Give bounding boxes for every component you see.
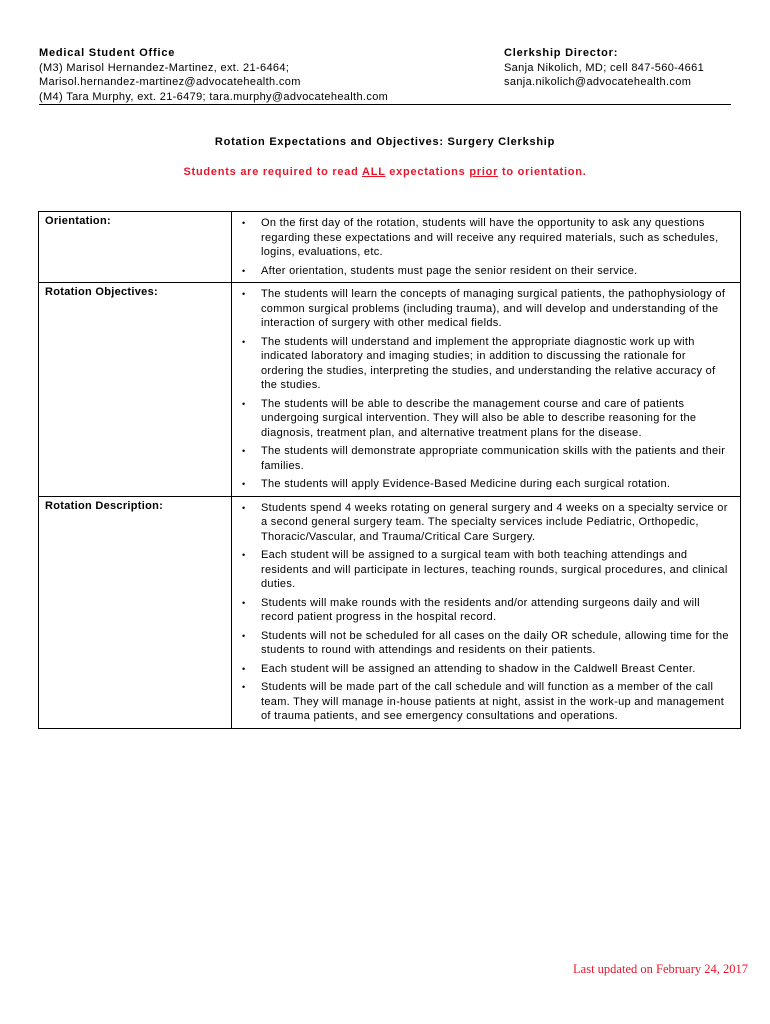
list-item bbox=[242, 444, 730, 473]
list-item bbox=[242, 680, 730, 724]
list-item bbox=[242, 397, 730, 441]
list-item bbox=[242, 501, 730, 545]
office-contact-line: (M4) Tara Murphy, ext. 21-6479; tara.murphy@advocatehealth.com bbox=[39, 90, 389, 103]
bullet-icon: • bbox=[242, 265, 246, 276]
bullet-icon: • bbox=[242, 446, 246, 456]
section-content bbox=[232, 283, 741, 497]
list-item-text: The students will demonstrate appropriate communication skills with the patients and their families. bbox=[261, 445, 726, 472]
notice-emphasis-all: ALL bbox=[362, 166, 386, 178]
bullet-list bbox=[242, 287, 730, 492]
document-title: Rotation Expectations and Objectives: Surgery Clerkship bbox=[214, 136, 556, 148]
bullet-icon: • bbox=[242, 398, 246, 409]
list-item-text: After orientation, students must page the senior resident on their service. bbox=[261, 264, 638, 277]
office-contact-line: (M3) Marisol Hernandez-Martinez, ext. 21-6464; bbox=[39, 61, 290, 74]
list-item bbox=[242, 596, 730, 625]
list-item bbox=[242, 264, 730, 279]
list-item-text: The students will be able to describe the management course and care of patients undergoing surgical intervention. They will also be able to describe reasoning for the diagnosis, treatment plan, and alternative treatment plans for the disease. bbox=[261, 397, 697, 439]
bullet-icon: • bbox=[242, 597, 246, 608]
last-updated-note: Last updated on February 24, 2017 bbox=[573, 962, 748, 976]
section-row-rotation-description bbox=[39, 496, 741, 728]
bullet-icon: • bbox=[242, 663, 246, 674]
notice-emphasis-prior: prior bbox=[469, 166, 499, 178]
section-content bbox=[232, 212, 741, 283]
section-label: Orientation: bbox=[39, 212, 232, 283]
clerkship-director-block bbox=[504, 46, 704, 90]
list-item-text: Each student will be assigned an attending to shadow in the Caldwell Breast Center. bbox=[261, 662, 696, 675]
bullet-icon: • bbox=[242, 502, 246, 513]
list-item bbox=[242, 335, 730, 393]
list-item bbox=[242, 477, 730, 492]
bullet-icon: • bbox=[242, 218, 246, 228]
bullet-list bbox=[242, 216, 730, 278]
bullet-icon: • bbox=[242, 289, 246, 299]
director-contact-line: Sanja Nikolich, MD; cell 847-560-4661 bbox=[504, 61, 705, 74]
section-row-rotation-objectives bbox=[39, 283, 741, 497]
medical-student-office-title: Medical Student Office bbox=[39, 47, 176, 59]
section-label: Rotation Description: bbox=[39, 496, 232, 728]
list-item-text: Students spend 4 weeks rotating on general surgery and 4 weeks on a specialty service or a second general surgery team. The specialty services include Pediatric, Orthopedic, Thoracic/Vascular, and Trauma/Critical Care Surgery. bbox=[261, 501, 728, 543]
list-item-text: The students will learn the concepts of managing surgical patients, the pathophysiology of common surgical problems (including trauma), and will develop and understanding of the interaction of surgery with other medical fields. bbox=[261, 288, 726, 329]
director-contact-line: sanja.nikolich@advocatehealth.com bbox=[504, 76, 692, 88]
list-item-text: On the first day of the rotation, students will have the opportunity to ask any questions regarding these expectations and will receive any required materials, such as schedules, logins, evaluations, etc. bbox=[261, 217, 719, 258]
section-row-orientation bbox=[39, 212, 741, 283]
document-header bbox=[39, 46, 731, 105]
section-content bbox=[232, 496, 741, 728]
list-item-text: Each student will be assigned to a surgical team with both teaching attendings and residents and will participate in lectures, teaching rounds, surgical procedures, and clinical duties. bbox=[261, 549, 728, 590]
bullet-icon: • bbox=[242, 550, 246, 560]
list-item bbox=[242, 287, 730, 331]
list-item bbox=[242, 216, 730, 260]
list-item-text: Students will make rounds with the residents and/or attending surgeons daily and will record patient progress in the hospital record. bbox=[261, 596, 700, 623]
bullet-list bbox=[242, 501, 730, 724]
office-contact-line: Marisol.hernandez-martinez@advocatehealth.com bbox=[39, 76, 301, 88]
bullet-icon: • bbox=[242, 336, 246, 347]
clerkship-director-title: Clerkship Director: bbox=[504, 47, 619, 59]
notice-text: to orientation. bbox=[498, 166, 587, 178]
section-label: Rotation Objectives: bbox=[39, 283, 232, 497]
bullet-icon: • bbox=[242, 630, 246, 641]
list-item bbox=[242, 548, 730, 592]
expectations-table bbox=[38, 211, 741, 729]
list-item bbox=[242, 629, 730, 658]
list-item-text: Students will not be scheduled for all cases on the daily OR schedule, allowing time for the students to round with attendings and residents on their patients. bbox=[261, 629, 729, 656]
bullet-icon: • bbox=[242, 682, 246, 692]
notice-text: Students are required to read bbox=[183, 166, 363, 178]
list-item-text: The students will understand and implement the appropriate diagnostic work up with indicated laboratory and imaging studies; in addition to discussing the rationale for ordering the studies, interpreting the studies, and understanding the relative accuracy of the studies. bbox=[261, 335, 716, 391]
required-reading-notice bbox=[0, 166, 770, 178]
bullet-icon: • bbox=[242, 479, 246, 489]
medical-student-office-block bbox=[39, 46, 388, 104]
list-item-text: Students will be made part of the call schedule and will function as a member of the call team. They will manage in-house patients at night, assist in the work-up and management of trauma patients, and see emergency consultations and operations. bbox=[261, 681, 725, 722]
notice-text: expectations bbox=[385, 166, 470, 178]
list-item bbox=[242, 662, 730, 677]
list-item-text: The students will apply Evidence-Based Medicine during each surgical rotation. bbox=[261, 478, 671, 490]
